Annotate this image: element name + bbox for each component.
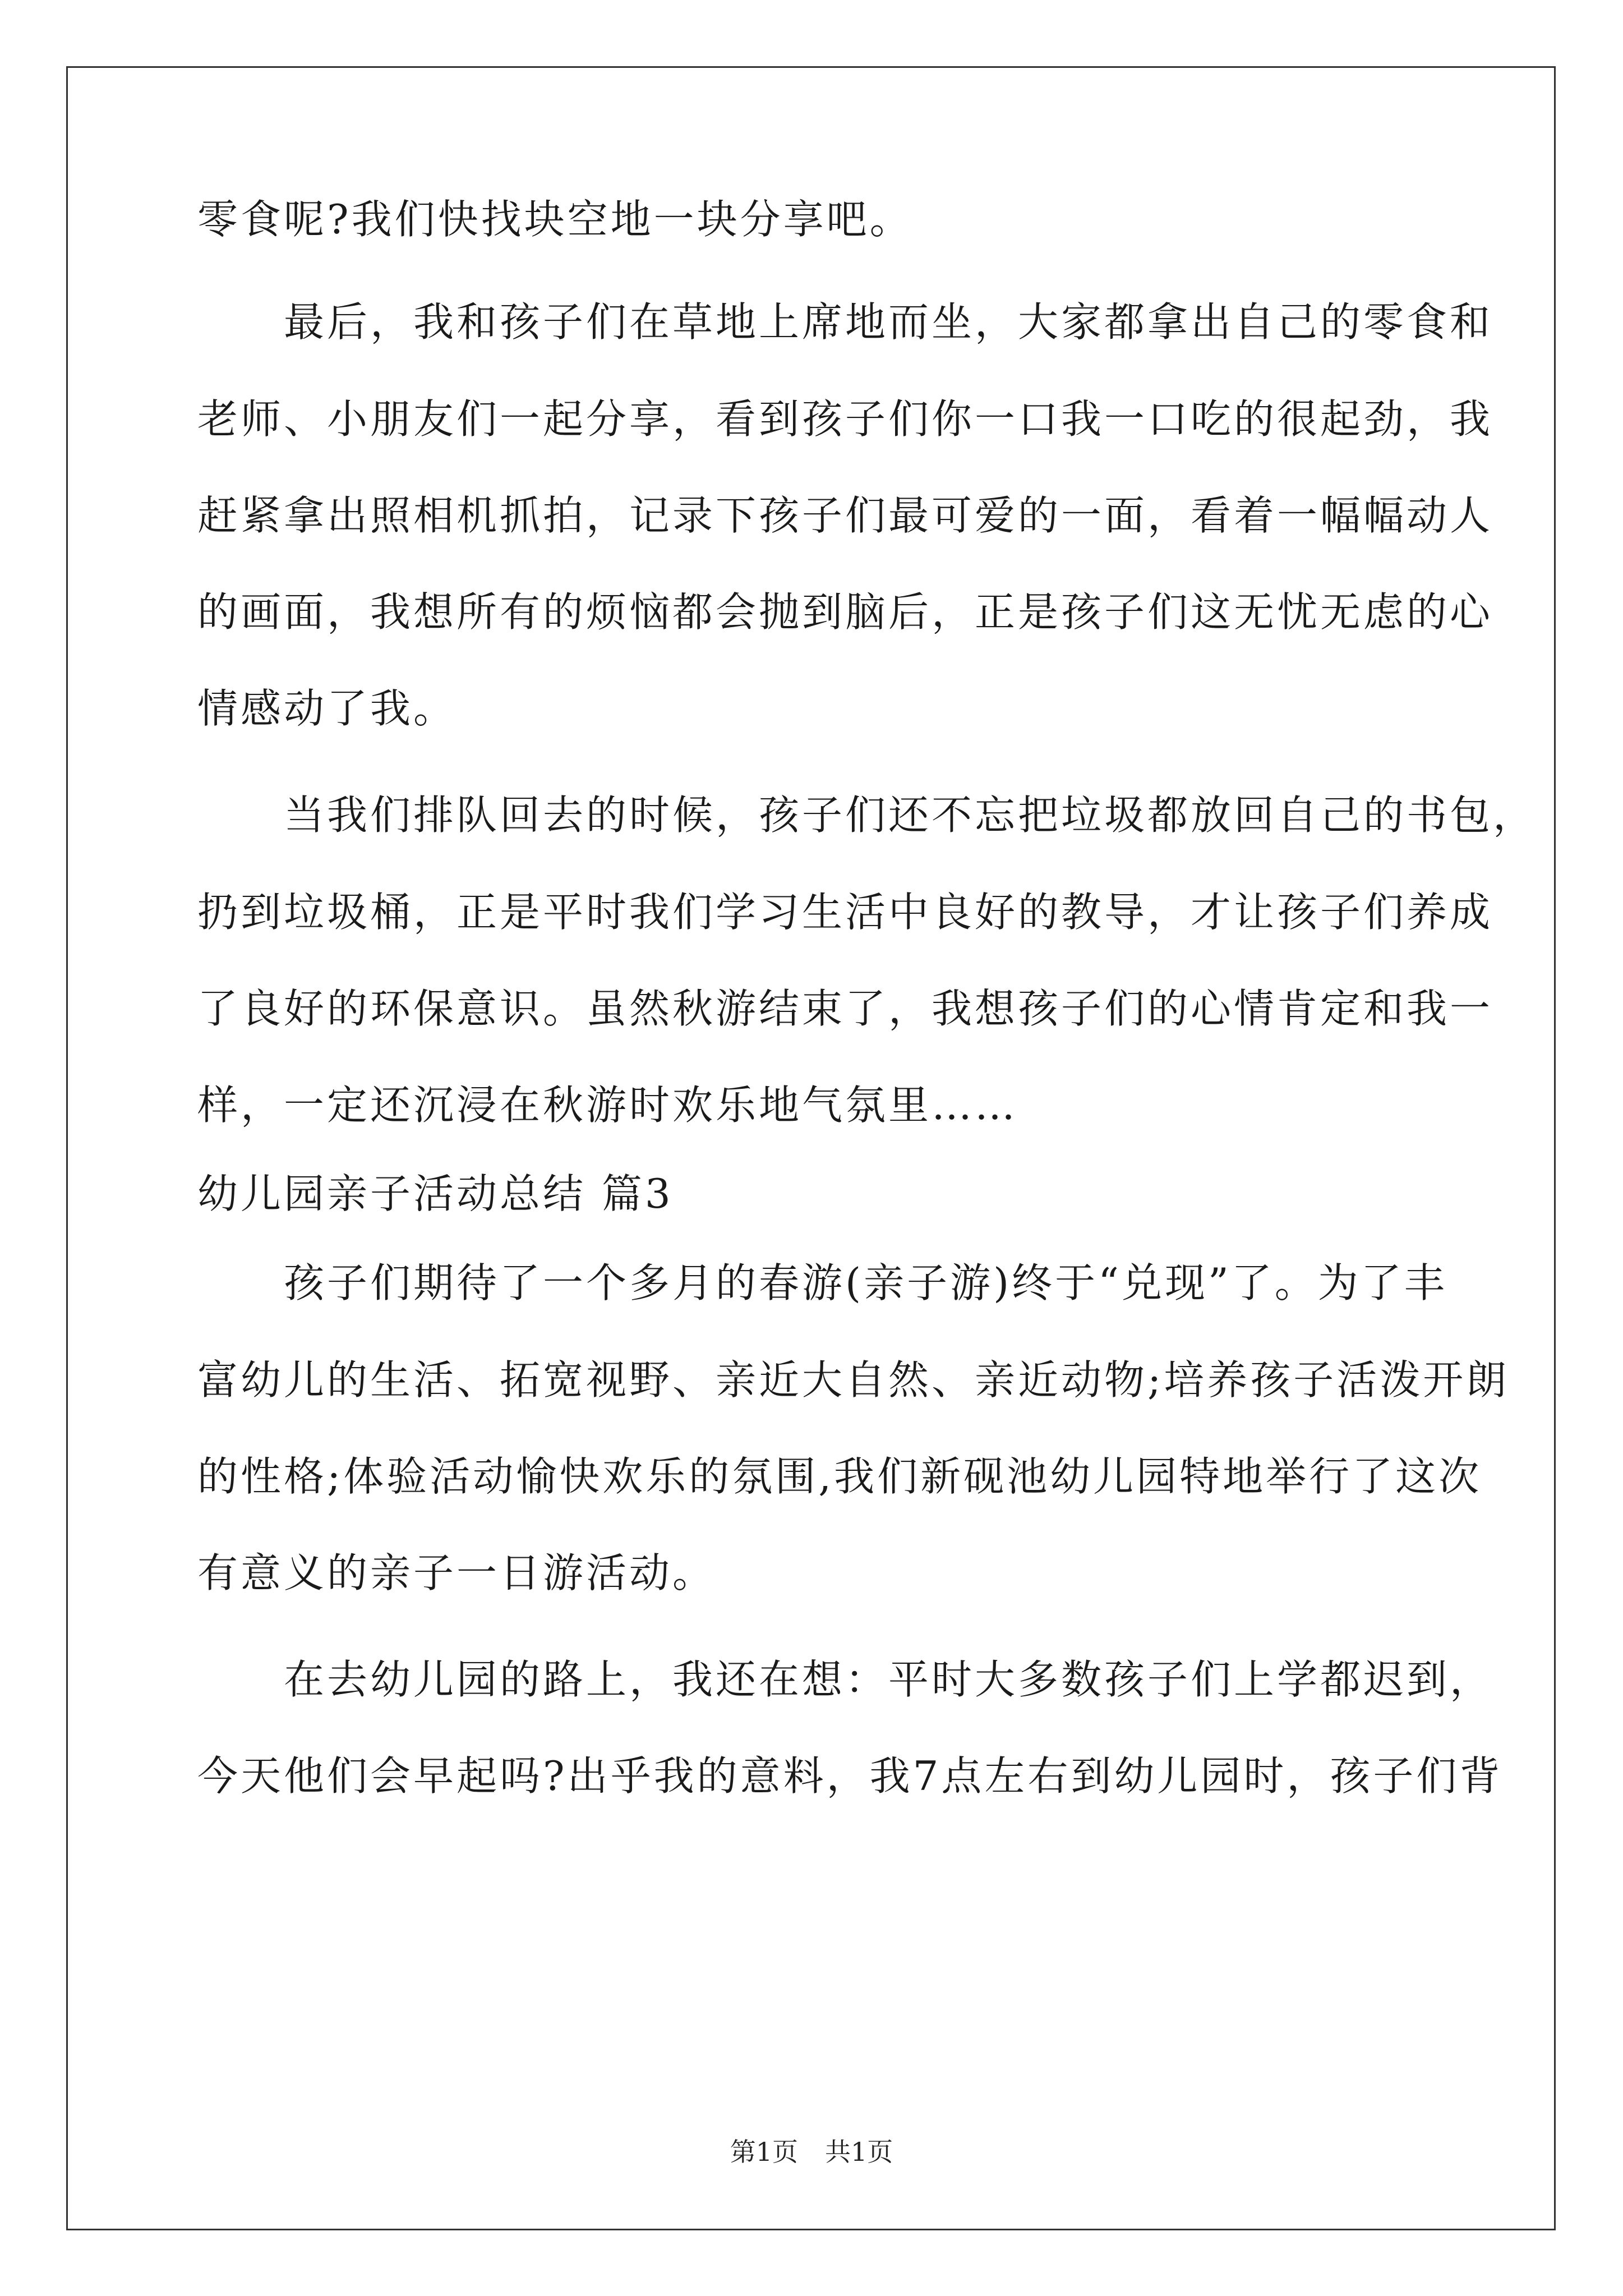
section-heading: 幼儿园亲子活动总结 篇3	[197, 1170, 674, 1217]
text-line: 零食呢?我们快找块空地一块分享吧。	[197, 196, 913, 243]
text-line: 富幼儿的生活、拓宽视野、亲近大自然、亲近动物;培养孩子活泼开朗	[197, 1356, 1510, 1404]
paragraph-start-line: 最后，我和孩子们在草地上席地而坐，大家都拿出自己的零食和	[284, 298, 1493, 346]
text-line: 了良好的环保意识。虽然秋游结束了，我想孩子们的心情肯定和我一	[197, 985, 1493, 1032]
page-total: 共1页	[825, 2137, 893, 2167]
text-line: 的画面，我想所有的烦恼都会抛到脑后，正是孩子们这无忧无虑的心	[197, 588, 1493, 636]
text-line: 样，一定还沉浸在秋游时欢乐地气氛里……	[197, 1082, 1018, 1129]
page-footer	[0, 2132, 1623, 2169]
text-line: 老师、小朋友们一起分享，看到孩子们你一口我一口吃的很起劲，我	[197, 395, 1493, 443]
text-line: 有意义的亲子一日游活动。	[197, 1549, 716, 1596]
page-number: 第1页	[730, 2137, 798, 2167]
text-line: 扔到垃圾桶，正是平时我们学习生活中良好的教导，才让孩子们养成	[197, 889, 1493, 936]
text-line: 的性格;体验活动愉快欢乐的氛围,我们新砚池幼儿园特地举行了这次	[197, 1453, 1482, 1500]
paragraph-start-line: 孩子们期待了一个多月的春游(亲子游)终于“兑现”了。为了丰	[284, 1259, 1447, 1306]
text-line: 赶紧拿出照相机抓拍，记录下孩子们最可爱的一面，看着一幅幅动人	[197, 492, 1493, 539]
paragraph-start-line: 当我们排队回去的时候，孩子们还不忘把垃圾都放回自己的书包，	[284, 792, 1537, 839]
text-line: 今天他们会早起吗?出乎我的意料，我7点左右到幼儿园时，孩子们背	[197, 1752, 1503, 1800]
text-line: 情感动了我。	[197, 685, 457, 732]
paragraph-start-line: 在去幼儿园的路上，我还在想：平时大多数孩子们上学都迟到，	[284, 1656, 1493, 1703]
